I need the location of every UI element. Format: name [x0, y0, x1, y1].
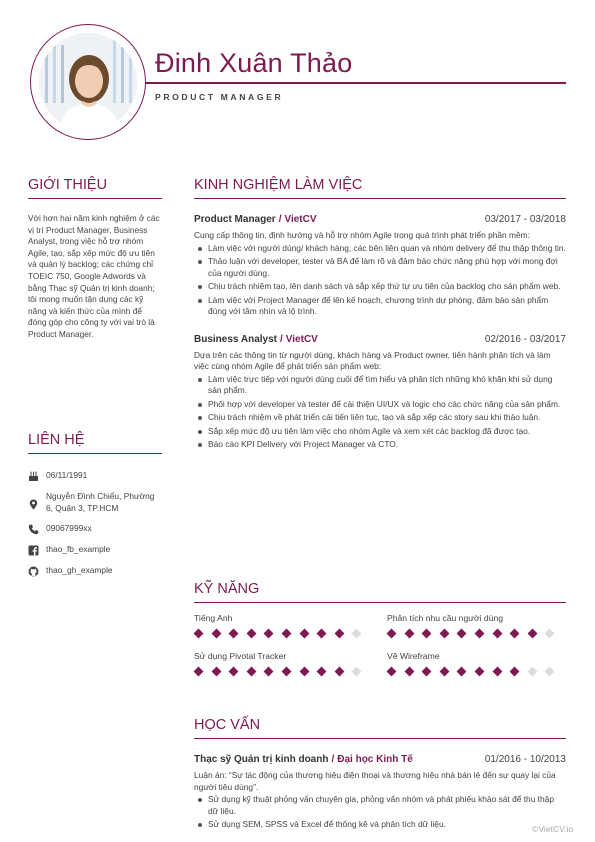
job-position-company — [194, 334, 318, 345]
skill-rating — [387, 668, 566, 675]
experience-heading: KINH NGHIỆM LÀM VIỆC — [194, 177, 363, 193]
list-item: Chịu trách nhiệm tạo, lên danh sách và sắp xếp thứ tự ưu tiên của backlog cho sản phẩm web. — [194, 281, 566, 293]
avatar — [39, 33, 137, 131]
rating-dot-filled — [457, 629, 467, 639]
intro-divider — [28, 198, 162, 199]
rating-dot-filled — [404, 629, 414, 639]
contact-birthday — [28, 470, 162, 482]
job-description: Cung cấp thông tin, định hướng và hỗ trợ nhóm Agile trong quá trình phát triển phần mềm: — [194, 230, 530, 240]
contact-heading: LIÊN HỆ — [28, 432, 85, 448]
rating-dot-filled — [404, 667, 414, 677]
skill-item — [387, 613, 566, 637]
address-text: Nguyễn Đình Chiểu, Phường 6, Quận 3, TP.HCM — [46, 491, 155, 513]
list-item: Sắp xếp mức độ ưu tiên làm việc cho nhóm Agile và xem xét các backlog đã được tạo. — [194, 426, 566, 438]
contact-facebook[interactable] — [28, 544, 162, 556]
job-position: Business Analyst — [194, 333, 277, 345]
intro-heading: GIỚI THIỆU — [28, 177, 108, 193]
rating-dot-empty — [352, 629, 362, 639]
birthday-text: 06/11/1991 — [46, 470, 88, 480]
skill-item — [387, 651, 566, 675]
watermark: ©VietCV.io — [532, 824, 574, 834]
phone-icon — [28, 524, 39, 535]
rating-dot-empty — [545, 667, 555, 677]
list-item: Báo cáo KPI Delivery với Project Manager và CTO. — [194, 439, 566, 451]
rating-dot-filled — [299, 629, 309, 639]
rating-dot-filled — [264, 629, 274, 639]
list-item: Sử dụng kỹ thuật phỏng vấn chuyên gia, phỏng vấn nhóm và phát phiếu khảo sát để thu thập dữ liệu. — [194, 794, 566, 817]
list-item: Phối hợp với developer và tester để cải thiện UI/UX và logic cho các chức năng của sản phẩm. — [194, 399, 566, 411]
job-bullets — [194, 243, 566, 318]
job-header — [194, 334, 566, 345]
skill-name: Tiếng Anh — [194, 613, 233, 623]
rating-dot-filled — [264, 667, 274, 677]
skills-heading: KỸ NĂNG — [194, 581, 260, 597]
rating-dot-filled — [387, 629, 397, 639]
job-bullets — [194, 374, 566, 451]
list-item: Làm việc với người dùng/ khách hàng, các bên liên quan và nhóm delivery để thu thập thông tin. — [194, 243, 566, 255]
list-item: Làm việc trực tiếp với người dùng cuối để tìm hiểu và phân tích những khó khăn khi sử dụng sản phẩm. — [194, 374, 566, 397]
education-school: Đại học Kinh Tế — [337, 754, 413, 765]
job-position: Product Manager — [194, 214, 276, 225]
rating-dot-filled — [317, 667, 327, 677]
rating-dot-filled — [439, 629, 449, 639]
rating-dot-filled — [282, 667, 292, 677]
job-description: Dựa trên các thông tin từ người dùng, khách hàng và Product owner, tiến hành phân tích và làm việc cùng nhóm Agile để phát triển sản phẩm web: — [194, 349, 551, 371]
rating-dot-filled — [246, 629, 256, 639]
rating-dot-filled — [457, 667, 467, 677]
contact-address — [28, 491, 162, 514]
job-title: PRODUCT MANAGER — [155, 92, 284, 102]
header-divider — [145, 82, 566, 84]
map-pin-icon — [28, 499, 39, 510]
skills-grid — [194, 613, 566, 675]
rating-dot-filled — [229, 629, 239, 639]
rating-dot-empty — [545, 629, 555, 639]
rating-dot-filled — [211, 629, 221, 639]
github-icon — [28, 566, 39, 577]
rating-dot-filled — [334, 667, 344, 677]
skill-item — [194, 651, 387, 675]
phone-text: 09067999xx — [46, 523, 92, 533]
skill-rating — [194, 668, 387, 675]
job-date: 03/2017 - 03/2018 — [484, 214, 566, 225]
intro-section — [28, 176, 162, 341]
rating-dot-filled — [246, 667, 256, 677]
education-divider — [194, 738, 566, 739]
contact-github[interactable] — [28, 565, 162, 577]
rating-dot-filled — [387, 667, 397, 677]
contact-divider — [28, 453, 162, 454]
rating-dot-filled — [282, 629, 292, 639]
skills-divider — [194, 602, 566, 603]
skills-section — [194, 580, 566, 675]
candidate-name: Đinh Xuân Thảo — [155, 48, 353, 78]
experience-section — [194, 176, 566, 453]
rating-dot-filled — [510, 629, 520, 639]
contact-list — [28, 470, 162, 577]
education-section — [194, 716, 566, 833]
job-company: VietCV — [284, 214, 317, 225]
list-item: Làm việc với Project Manager để lên kế hoạch, chương trình dự phòng, đảm bảo sản phẩm đúng với tầm nhìn và lộ trình. — [194, 295, 566, 318]
github-text[interactable]: thao_gh_example — [46, 565, 113, 575]
contact-section — [28, 431, 162, 586]
job-position-company — [194, 214, 317, 225]
job-date: 02/2016 - 03/2017 — [484, 333, 566, 345]
rating-dot-filled — [439, 667, 449, 677]
rating-dot-filled — [317, 629, 327, 639]
job-separator: / — [280, 333, 283, 345]
skill-name: Sử dụng Pivotal Tracker — [194, 651, 287, 661]
list-item: Sử dụng SEM, SPSS và Excel để thống kê và phân tích dữ liệu. — [194, 819, 566, 831]
rating-dot-filled — [211, 667, 221, 677]
skill-rating — [387, 630, 566, 637]
avatar-illustration — [39, 33, 137, 131]
rating-dot-filled — [229, 667, 239, 677]
rating-dot-filled — [194, 667, 204, 677]
rating-dot-filled — [527, 629, 537, 639]
job-header — [194, 214, 566, 225]
rating-dot-filled — [492, 667, 502, 677]
rating-dot-filled — [334, 629, 344, 639]
education-date: 01/2016 - 10/2013 — [484, 754, 566, 765]
skill-rating — [194, 630, 387, 637]
rating-dot-empty — [352, 667, 362, 677]
facebook-icon — [28, 545, 39, 556]
rating-dot-filled — [422, 667, 432, 677]
job-company: VietCV — [285, 333, 318, 345]
rating-dot-filled — [492, 629, 502, 639]
list-item: Chịu trách nhiệm về phát triển cải tiến liên tục, tạo và sắp xếp các story sau khi thảo luận. — [194, 412, 566, 424]
rating-dot-filled — [475, 667, 485, 677]
job-separator: / — [278, 214, 282, 225]
rating-dot-filled — [422, 629, 432, 639]
list-item: Thảo luận với developer, tester và BA để làm rõ và đảm bảo chức năng phù hợp với mong đợi của người dùng. — [194, 256, 566, 279]
rating-dot-filled — [299, 667, 309, 677]
facebook-text[interactable]: thao_fb_example — [46, 544, 111, 554]
rating-dot-filled — [194, 629, 204, 639]
education-header — [194, 754, 566, 765]
education-bullets — [194, 794, 566, 831]
skill-item — [194, 613, 387, 637]
rating-dot-filled — [475, 629, 485, 639]
education-heading: HỌC VẤN — [194, 717, 261, 733]
contact-phone — [28, 523, 162, 535]
experience-divider — [194, 198, 566, 199]
education-separator: / — [331, 754, 335, 765]
skill-name: Phân tích nhu cầu người dùng — [387, 613, 504, 623]
rating-dot-empty — [527, 667, 537, 677]
rating-dot-filled — [510, 667, 520, 677]
birthday-cake-icon — [28, 471, 39, 482]
education-degree-school — [194, 754, 413, 765]
intro-text: Với hơn hai năm kinh nghiệm ở các vị trí Product Manager, Business Analyst, trong việc hỗ trợ nhóm Agile, tạo, sắp xếp mức độ ưu tiên và quản lý backlog; các chứng chỉ TOEIC 750, Google Adwords và bằng Thạc sỹ Quản trị kinh doanh; tôi mong muốn tận dụng các kỹ năng và kiến thức của mình để đóng góp cho công ty với vai trò là Product Manager. — [28, 213, 160, 339]
education-description: Luận án: “Sự tác động của thương hiệu điện thoại và thương hiệu nhà bán lẻ đến sự quay lại của người tiêu dùng”. — [194, 770, 556, 792]
education-degree: Thạc sỹ Quản trị kinh doanh — [194, 754, 329, 765]
skill-name: Vẽ Wireframe — [387, 651, 440, 661]
